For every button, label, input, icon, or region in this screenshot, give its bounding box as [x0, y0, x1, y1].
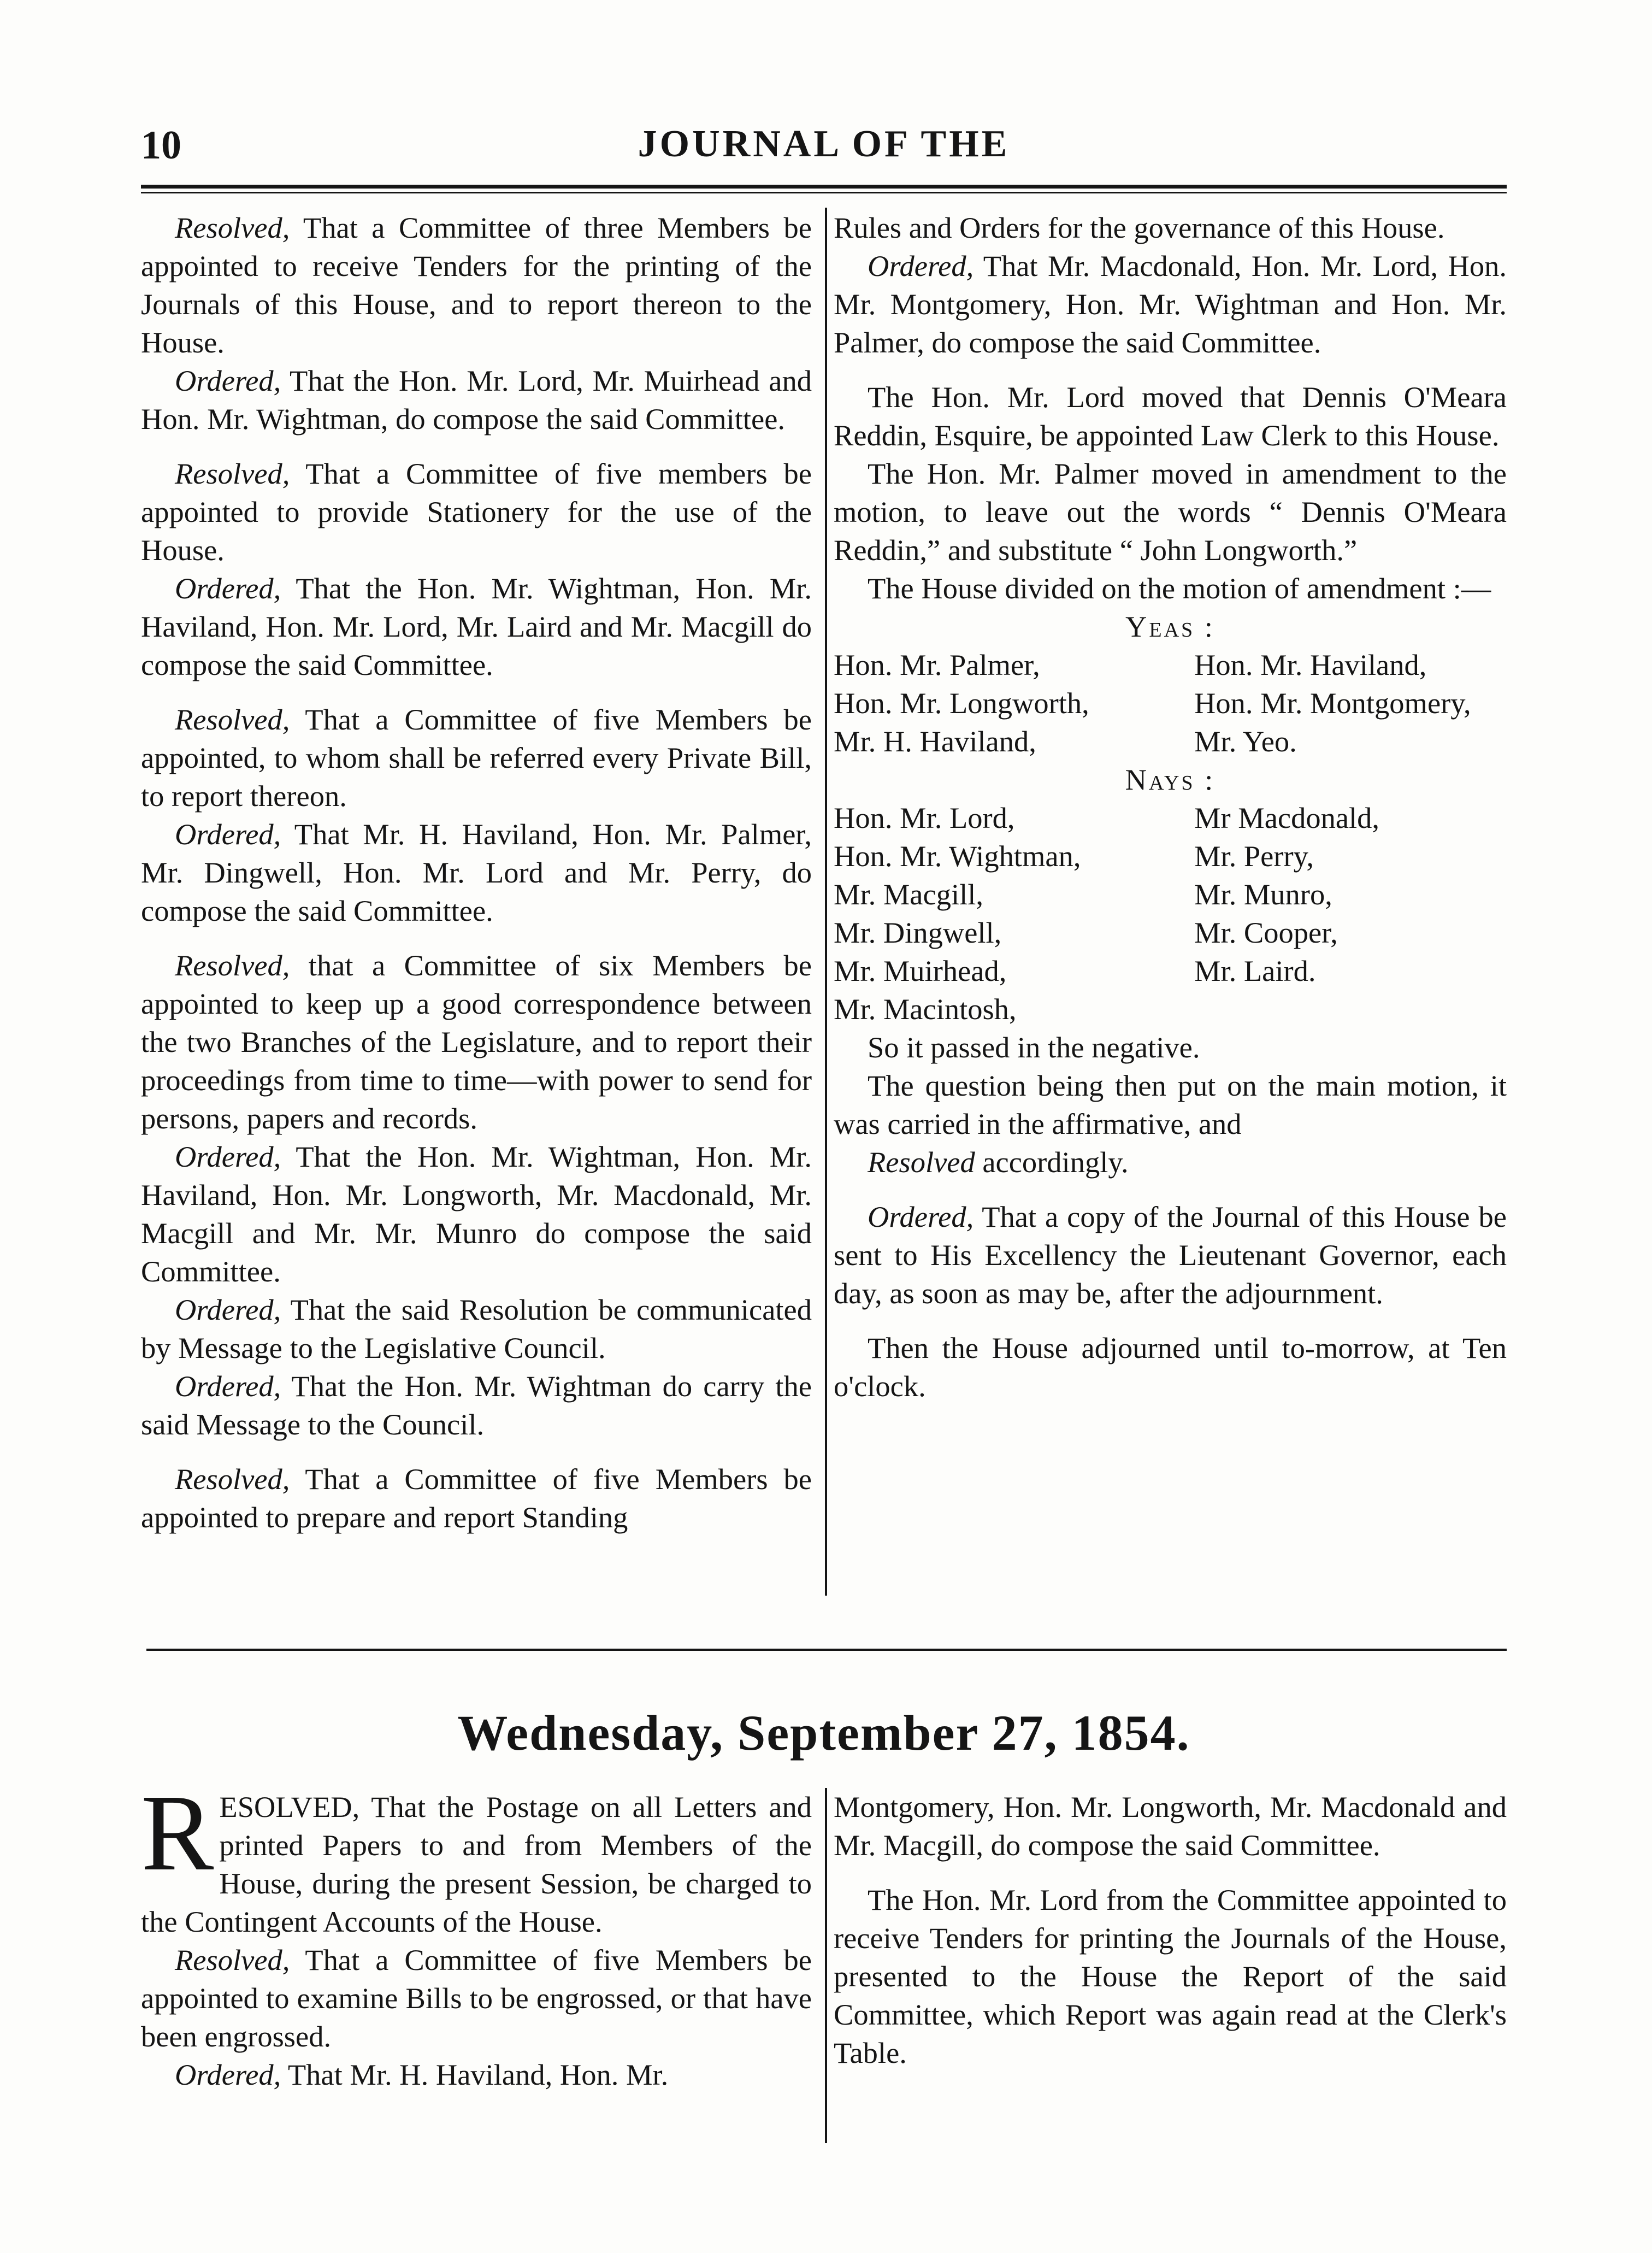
yeas-list [834, 646, 1507, 761]
member-name [1194, 990, 1577, 1028]
paragraph: Resolved accordingly. [868, 1145, 1129, 1179]
paragraph: Ordered, That the Hon. Mr. Wightman, Hon. Mr. Haviland, Hon. Mr. Lord, Mr. Laird and Mr. Macgill do compose the said Committee. [141, 572, 812, 681]
paragraph: Ordered, That the said Resolution be communicated by Message to the Legislative Council. [141, 1293, 812, 1364]
paragraph: The Hon. Mr. Lord from the Committee appointed to receive Tenders for printing the Journals of the House, presented to the House the Report of the said Committee, which Report was again read at the Clerk's Table. [834, 1883, 1507, 2069]
paragraph: Ordered, That Mr. H. Haviland, Hon. Mr. Palmer, Mr. Dingwell, Hon. Mr. Lord and Mr. Perry, do compose the said Committee. [141, 817, 812, 927]
member-name: Hon. Mr. Wightman, [834, 839, 1081, 873]
member-name: Mr. Laird. [1194, 954, 1316, 987]
page-number: 10 [141, 123, 181, 168]
paragraph: The Hon. Mr. Palmer moved in amendment to the motion, to leave out the words “ Dennis O'Meara Reddin,” and substitute “ John Longworth.” [834, 457, 1507, 567]
paragraph: Resolved, That a Committee of three Members be appointed to receive Tenders for the printing of the Journals of this House, and to report thereon to the House. [141, 211, 812, 359]
paragraph: Montgomery, Hon. Mr. Longworth, Mr. Macdonald and Mr. Macgill, do compose the said Committee. [834, 1790, 1507, 1862]
member-name: Mr. H. Haviland, [834, 725, 1036, 758]
member-name: Mr. Macintosh, [834, 992, 1017, 1026]
paragraph: The question being then put on the main motion, it was carried in the affirmative, and [834, 1069, 1507, 1140]
nays-heading: Nays : [1125, 763, 1216, 796]
paragraph: Ordered, That the Hon. Mr. Wightman do carry the said Message to the Council. [141, 1369, 812, 1441]
section2-left-column [141, 1773, 812, 2094]
member-name: Mr. Perry, [1194, 839, 1314, 873]
paragraph: Rules and Orders for the governance of this House. [834, 211, 1445, 244]
paragraph: Ordered, That the Hon. Mr. Wightman, Hon. Mr. Haviland, Hon. Mr. Longworth, Mr. Macdonald, Mr. Macgill and Mr. Mr. Munro do compose the said Committee. [141, 1140, 812, 1288]
member-name: Mr. Dingwell, [834, 916, 1002, 949]
left-column [141, 209, 812, 1537]
section2-right-column [834, 1788, 1507, 2072]
member-name: Mr. Muirhead, [834, 954, 1007, 987]
member-name: Hon. Mr. Montgomery, [1194, 686, 1471, 720]
member-name: Hon. Mr. Palmer, [834, 648, 1040, 681]
paragraph: Resolved, that a Committee of six Members be appointed to keep up a good correspondence between the two Branches of the Legislature, and to report their proceedings from time to time—with power to send for persons, papers and records. [141, 949, 812, 1135]
paragraph: Ordered, That Mr. H. Haviland, Hon. Mr. [175, 2058, 669, 2091]
right-column [834, 209, 1507, 1405]
paragraph: Resolved, That a Committee of five members be appointed to provide Stationery for the use of the House. [141, 457, 812, 567]
paragraph: Ordered, That a copy of the Journal of this House be sent to His Excellency the Lieutenant Governor, each day, as soon as may be, after the adjournment. [834, 1200, 1507, 1310]
page-header [141, 122, 1507, 172]
paragraph: Resolved, That a Committee of five Members be appointed to prepare and report Standing [141, 1462, 812, 1534]
member-name: Mr. Cooper, [1194, 916, 1338, 949]
member-name: Mr Macdonald, [1194, 801, 1380, 834]
paragraph: The House divided on the motion of amendment :— [868, 572, 1491, 605]
paragraph: Resolved, That a Committee of five Members be appointed, to whom shall be referred every Private Bill, to report thereon. [141, 703, 812, 813]
nays-list [834, 799, 1507, 1028]
paragraph: Ordered, That the Hon. Mr. Lord, Mr. Muirhead and Hon. Mr. Wightman, do compose the said Committee. [141, 364, 812, 436]
paragraph: The Hon. Mr. Lord moved that Dennis O'Meara Reddin, Esquire, be appointed Law Clerk to this House. [834, 380, 1507, 452]
paragraph: Ordered, That Mr. Macdonald, Hon. Mr. Lord, Hon. Mr. Montgomery, Hon. Mr. Wightman and Hon. Mr. Palmer, do compose the said Committee. [834, 249, 1507, 359]
section-rule [146, 1649, 1507, 1651]
running-title: JOURNAL OF THE [638, 123, 1010, 165]
column-divider [825, 1788, 827, 2143]
member-name: Hon. Mr. Longworth, [834, 686, 1089, 720]
date-heading: Wednesday, September 27, 1854. [457, 1705, 1190, 1761]
paragraph: Resolved, That a Committee of five Members be appointed to examine Bills to be engrossed, or that have been engrossed. [141, 1943, 812, 2053]
header-double-rule [141, 185, 1507, 193]
member-name: Hon. Mr. Lord, [834, 801, 1015, 834]
yeas-heading: Yeas : [1125, 610, 1215, 643]
member-name: Mr. Yeo. [1194, 725, 1297, 758]
paragraph: So it passed in the negative. [868, 1031, 1200, 1064]
member-name: Mr. Munro, [1194, 878, 1332, 911]
column-divider [825, 208, 827, 1596]
paragraph: Then the House adjourned until to-morrow, at Ten o'clock. [834, 1331, 1507, 1403]
drop-cap: R [141, 1773, 214, 1893]
member-name: Hon. Mr. Haviland, [1194, 648, 1427, 681]
paragraph: RESOLVED, That the Postage on all Letters and printed Papers to and from Members of the House, during the present Session, be charged to the Contingent Accounts of the House. [141, 1773, 812, 1938]
member-name: Mr. Macgill, [834, 878, 983, 911]
